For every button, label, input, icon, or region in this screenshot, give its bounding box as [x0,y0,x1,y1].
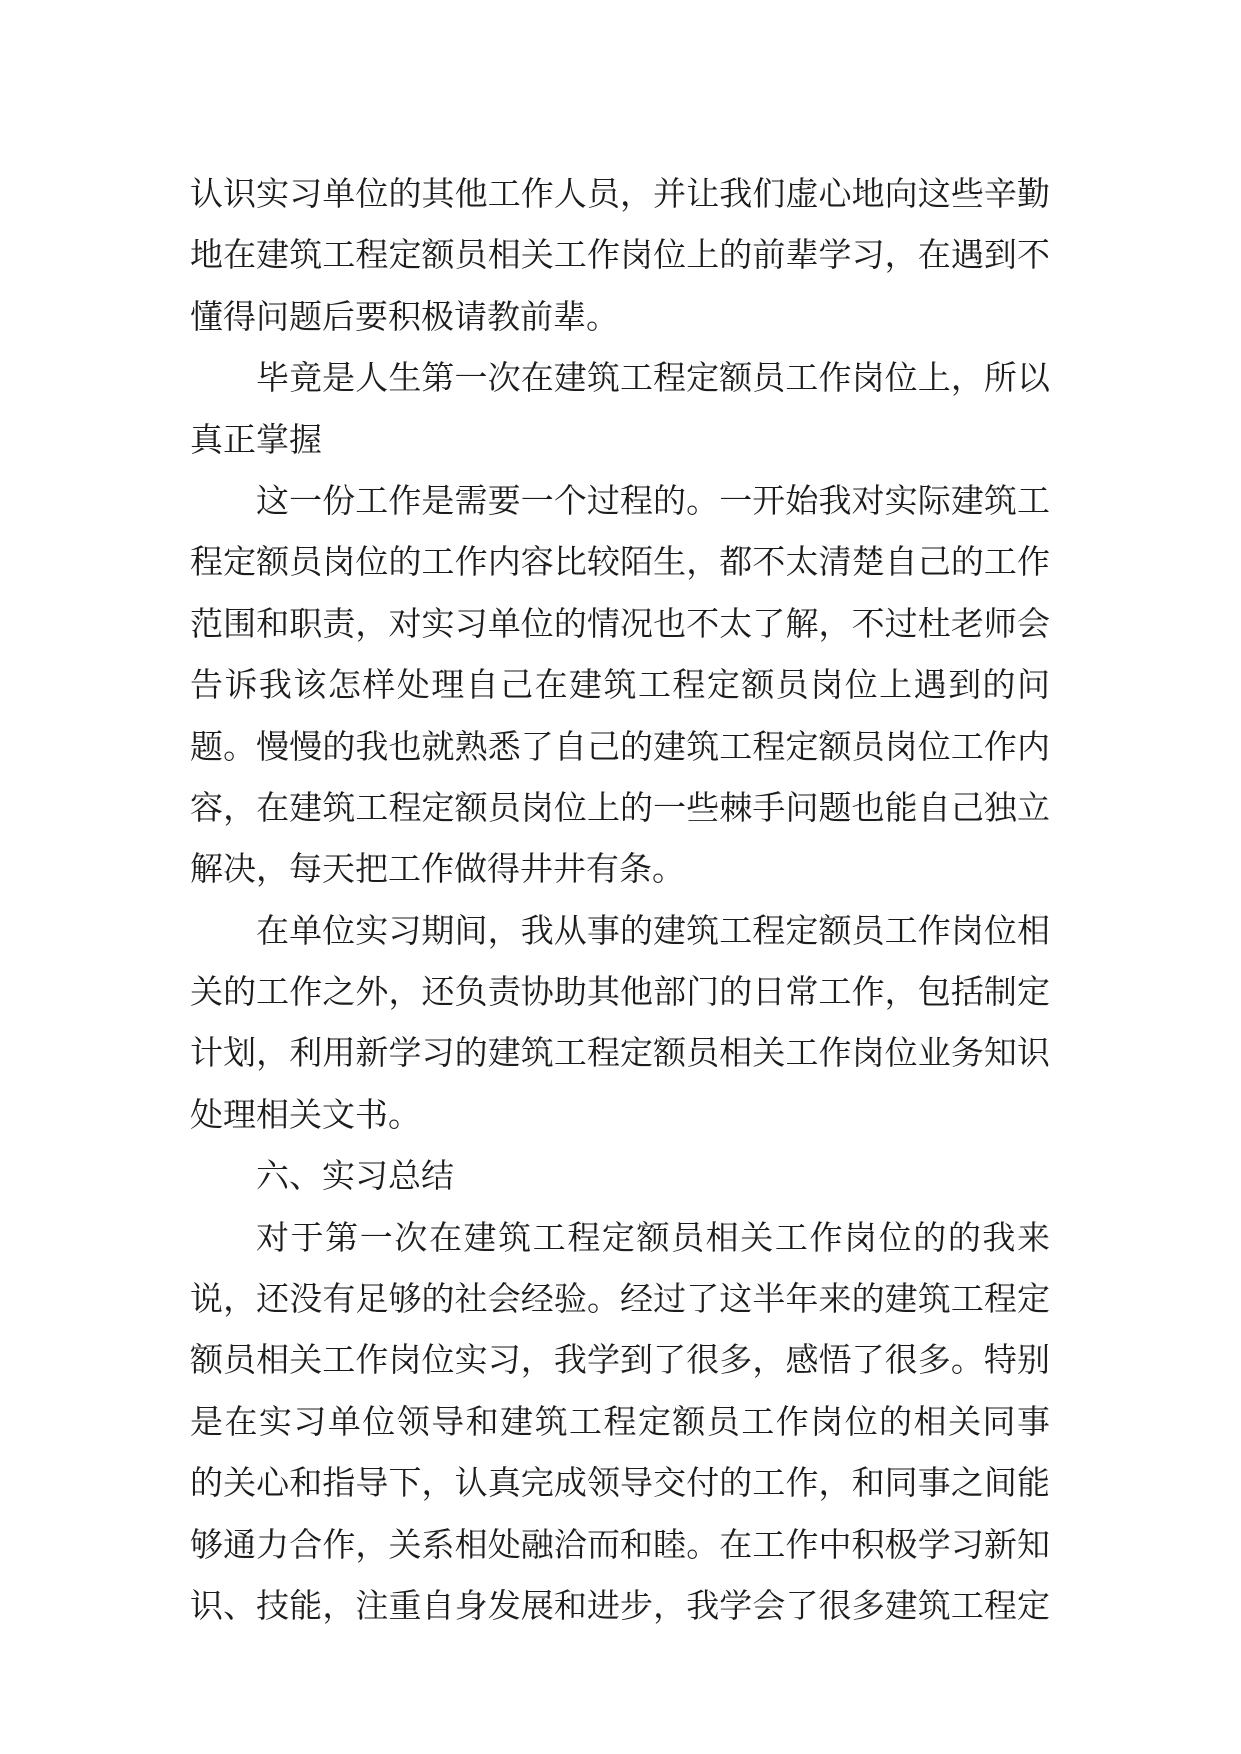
text-line: 程定额员岗位的工作内容比较陌生，都不太清楚自己的工作 [190,542,1050,582]
text-line: 关的工作之外，还负责协助其他部门的日常工作，包括制定 [190,972,1050,1012]
text-line: 的关心和指导下，认真完成领导交付的工作，和同事之间能 [190,1463,1050,1503]
text-line: 地在建筑工程定额员相关工作岗位上的前辈学习，在遇到不 [190,235,1050,275]
text-line: 毕竟是人生第一次在建筑工程定额员工作岗位上，所以 [256,358,1050,398]
text-line: 够通力合作，关系相处融洽而和睦。在工作中积极学习新知 [190,1524,1050,1564]
text-line: 范围和职责，对实习单位的情况也不太了解，不过杜老师会 [190,603,1050,643]
text-line: 是在实习单位领导和建筑工程定额员工作岗位的相关同事 [190,1401,1050,1441]
text-line: 对于第一次在建筑工程定额员相关工作岗位的的我来 [256,1217,1050,1257]
text-line: 在单位实习期间，我从事的建筑工程定额员工作岗位相 [256,910,1050,950]
text-line: 告诉我该怎样处理自己在建筑工程定额员岗位上遇到的问 [190,665,1050,705]
text-line: 识、技能，注重自身发展和进步，我学会了很多建筑工程定 [190,1585,1050,1625]
text-line: 这一份工作是需要一个过程的。一开始我对实际建筑工 [256,480,1050,520]
text-line: 六、实习总结 [256,1156,454,1196]
text-line: 解决，每天把工作做得井井有条。 [190,849,685,889]
text-line: 题。慢慢的我也就熟悉了自己的建筑工程定额员岗位工作内 [190,726,1050,766]
text-line: 懂得问题后要积极请教前辈。 [190,296,619,336]
text-line: 容，在建筑工程定额员岗位上的一些棘手问题也能自己独立 [190,787,1050,827]
text-line: 认识实习单位的其他工作人员，并让我们虚心地向这些辛勤 [190,174,1050,213]
body-text [190,163,1050,1636]
text-line: 额员相关工作岗位实习，我学到了很多，感悟了很多。特别 [190,1340,1050,1380]
text-line: 真正掌握 [190,419,322,459]
text-line: 处理相关文书。 [190,1094,421,1134]
text-line: 计划，利用新学习的建筑工程定额员相关工作岗位业务知识 [190,1033,1050,1073]
text-line: 说，还没有足够的社会经验。经过了这半年来的建筑工程定 [190,1279,1050,1319]
